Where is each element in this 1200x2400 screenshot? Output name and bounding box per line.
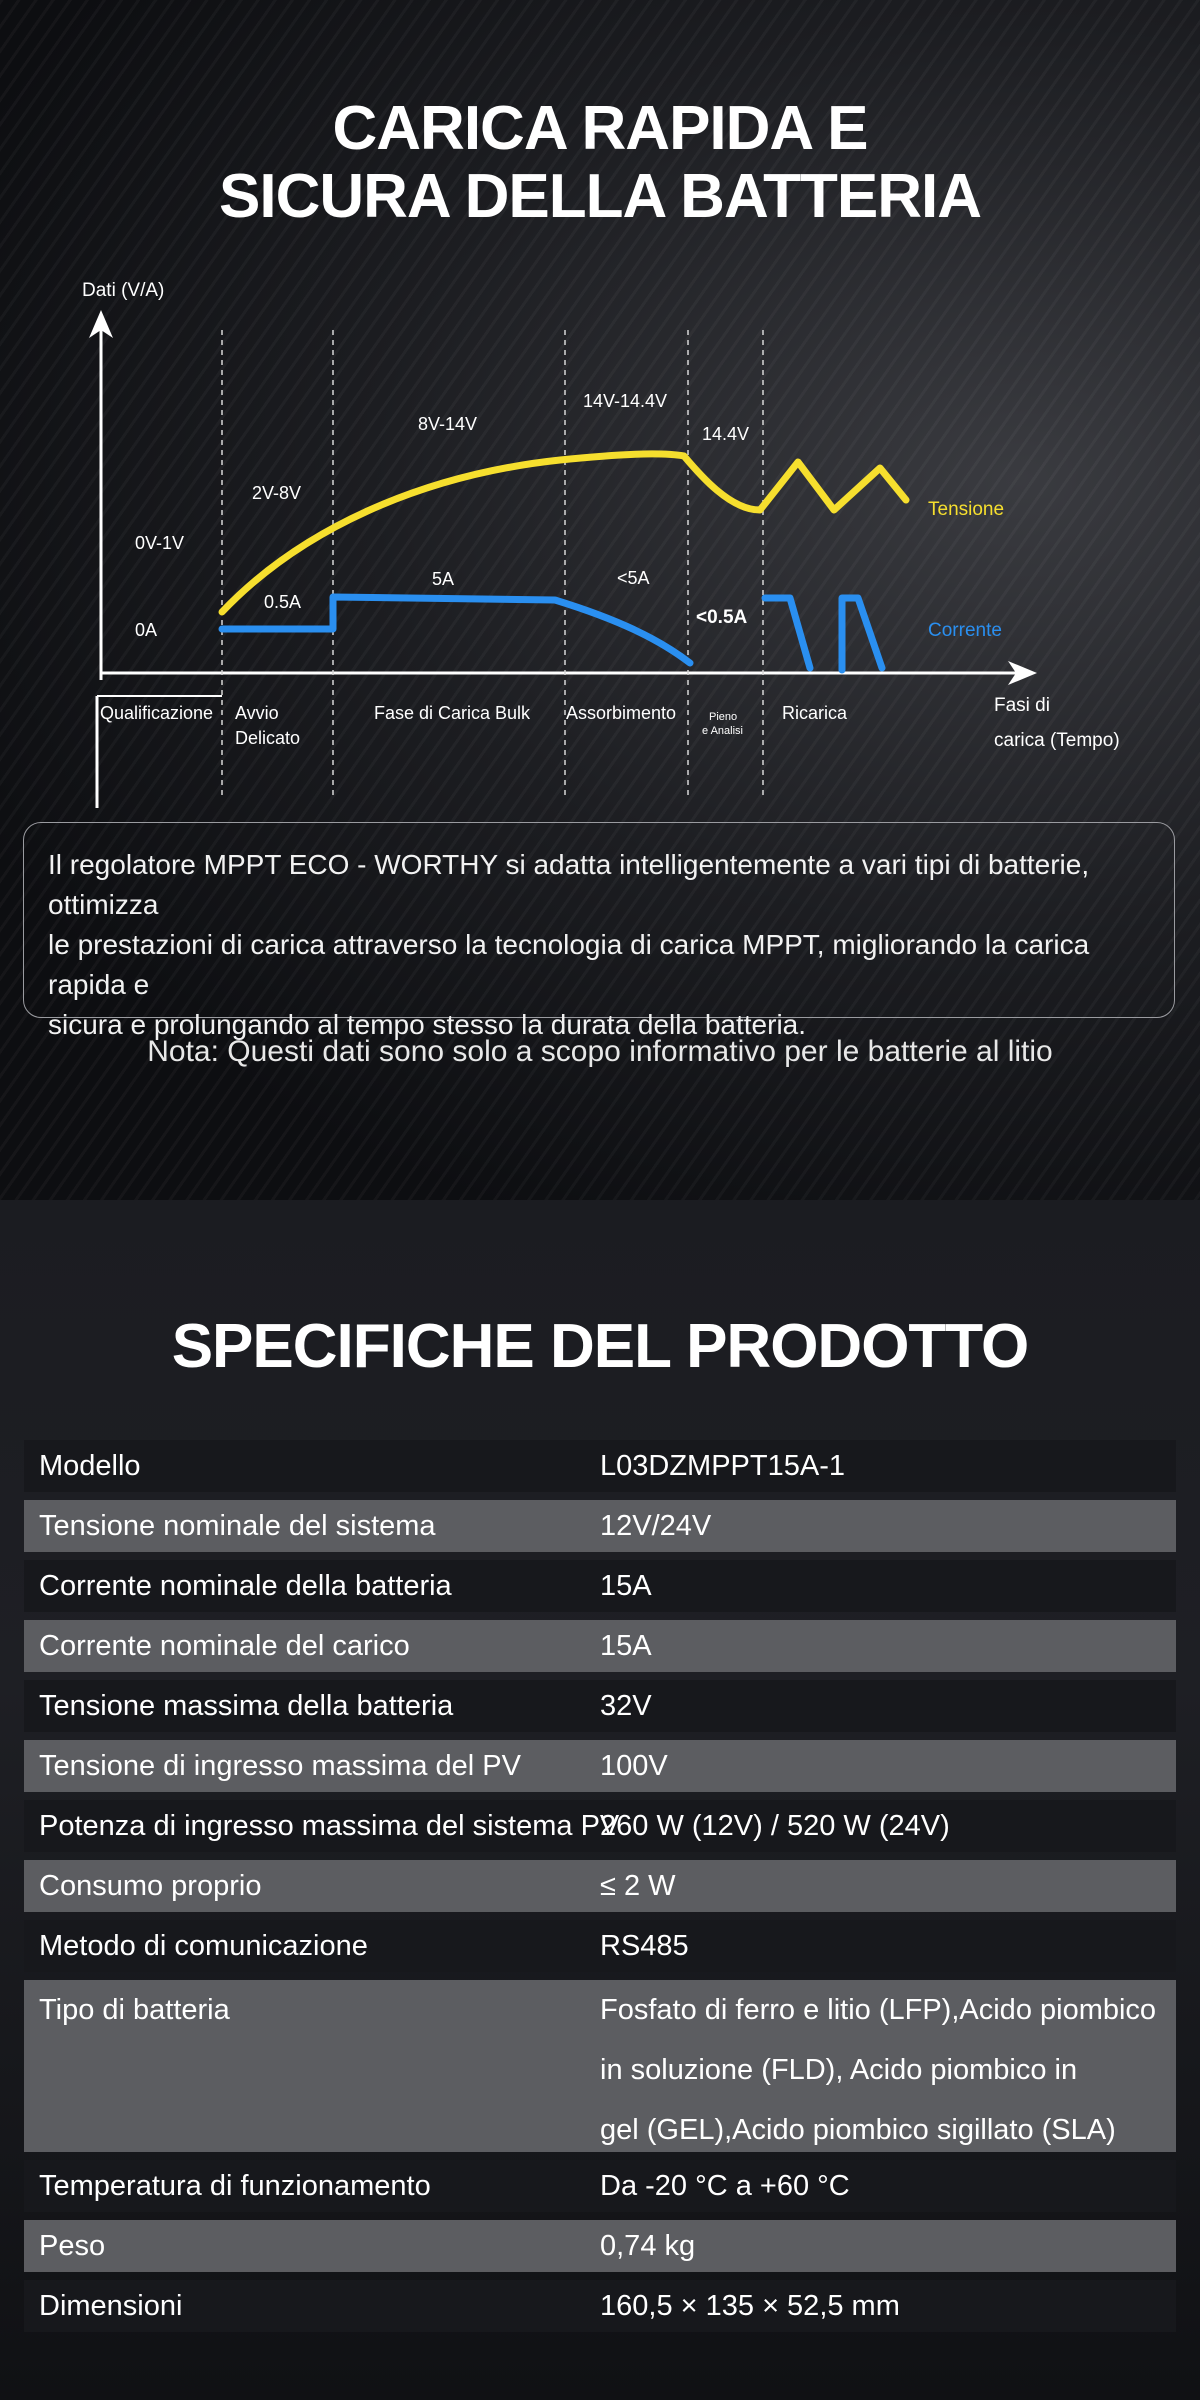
current-label-bulk: 5A	[432, 569, 455, 589]
spec-row-tensione-nominale	[24, 1500, 1176, 1552]
spec-value: 15A	[600, 1630, 652, 1662]
spec-row-temperatura	[24, 2160, 1176, 2212]
stage-label-bulk: Fase di Carica Bulk	[374, 703, 531, 723]
spec-value: RS485	[600, 1930, 689, 1962]
spec-value	[600, 1980, 1176, 2152]
current-label-avvio: 0.5A	[264, 592, 302, 612]
legend-corrente: Corrente	[928, 620, 1002, 641]
voltage-label-assorbimento: 14V-14.4V	[583, 391, 668, 411]
spec-row-modello	[24, 1440, 1176, 1492]
stage-label-assorbimento: Assorbimento	[566, 703, 677, 723]
description-line: sicura e prolungando al tempo stesso la durata della batteria.	[48, 1009, 807, 1040]
stage-label-delicato: Delicato	[235, 728, 301, 748]
x-axis-label-line-2: carica (Tempo)	[994, 730, 1120, 751]
specs-section	[0, 1200, 1200, 2400]
spec-row-tensione-massima	[24, 1680, 1176, 1732]
spec-row-corrente-carico	[24, 1620, 1176, 1672]
spec-label: Metodo di comunicazione	[39, 1930, 368, 1962]
stage-label-qualificazione: Qualificazione	[100, 703, 214, 723]
disclaimer-note: Nota: Questi dati sono solo a scopo informativo per le batterie al litio	[147, 1035, 1053, 1068]
spec-row-corrente-batteria	[24, 1560, 1176, 1612]
voltage-label-qualificazione: 0V-1V	[135, 533, 185, 553]
voltage-label-pieno: 14.4V	[702, 424, 750, 444]
spec-label: Modello	[39, 1450, 141, 1482]
y-axis-label: Dati (V/A)	[82, 280, 165, 301]
spec-row-tensione-pv	[24, 1740, 1176, 1792]
series-line-tensione	[222, 454, 906, 612]
spec-value: 0,74 kg	[600, 2230, 696, 2262]
spec-label: Corrente nominale del carico	[39, 1630, 410, 1662]
spec-label: Tipo di batteria	[39, 1994, 230, 2026]
description-line: Il regolatore MPPT ECO - WORTHY si adatta intelligentemente a vari tipi di batterie, ottimizza	[48, 849, 1090, 920]
spec-value: 32V	[600, 1690, 652, 1722]
spec-value: L03DZMPPT15A-1	[600, 1450, 845, 1482]
spec-value-line: gel (GEL),Acido piombico sigillato (SLA)	[600, 2114, 1116, 2146]
title-line-1: CARICA RAPIDA E	[332, 94, 868, 163]
spec-label: Consumo proprio	[39, 1870, 262, 1902]
spec-value: 12V/24V	[600, 1510, 712, 1542]
spec-row-comunicazione	[24, 1920, 1176, 1972]
spec-value: 100V	[600, 1750, 668, 1782]
charging-stages-chart	[0, 260, 1200, 820]
current-label-pieno: <0.5A	[696, 607, 748, 628]
charging-title	[0, 95, 1200, 231]
stage-label-analisi: e Analisi	[702, 725, 743, 737]
spec-value: Da -20 °C a +60 °C	[600, 2170, 850, 2202]
description-line: le prestazioni di carica attraverso la tecnologia di carica MPPT, migliorando la carica rapida e	[48, 929, 1090, 1000]
voltage-label-bulk: 8V-14V	[418, 414, 478, 434]
description-box	[23, 822, 1175, 1040]
stage-label-avvio: Avvio	[235, 703, 279, 723]
spec-value: 260 W (12V) / 520 W (24V)	[600, 1810, 950, 1842]
current-label-assorbimento: <5A	[617, 568, 650, 588]
spec-row-peso	[24, 2220, 1176, 2272]
spec-value-line: in soluzione (FLD), Acido piombico in	[600, 2054, 1078, 2086]
specs-title: SPECIFICHE DEL PRODOTTO	[171, 1312, 1029, 1381]
voltage-label-avvio: 2V-8V	[252, 483, 302, 503]
legend-tensione: Tensione	[928, 499, 1005, 520]
spec-value: 15A	[600, 1570, 652, 1602]
title-line-2: SICURA DELLA BATTERIA	[219, 162, 981, 231]
spec-label: Temperatura di funzionamento	[39, 2170, 431, 2202]
spec-row-dimensioni	[24, 2280, 1176, 2332]
spec-value-line: Fosfato di ferro e litio (LFP),Acido piombico	[600, 1994, 1157, 2026]
spec-label: Corrente nominale della batteria	[39, 1570, 452, 1602]
spec-row-consumo	[24, 1860, 1176, 1912]
spec-value: 160,5 × 135 × 52,5 mm	[600, 2290, 900, 2322]
spec-label: Tensione nominale del sistema	[39, 1510, 436, 1542]
x-axis-label-line-1: Fasi di	[994, 695, 1050, 716]
spec-label: Potenza di ingresso massima del sistema PV	[39, 1810, 620, 1842]
spec-label: Dimensioni	[39, 2290, 183, 2322]
spec-row-potenza-pv	[24, 1800, 1176, 1852]
stage-label-ricarica: Ricarica	[782, 703, 848, 723]
spec-value: ≤ 2 W	[600, 1870, 676, 1902]
current-label-qualificazione: 0A	[135, 620, 158, 640]
spec-label: Tensione di ingresso massima del PV	[39, 1750, 521, 1782]
stage-label-pieno: Pieno	[709, 711, 738, 723]
specs-table	[24, 1440, 1176, 2340]
series-line-corrente-ricarica	[765, 598, 882, 670]
spec-row-tipo-batteria	[24, 1980, 1176, 2152]
spec-label: Peso	[39, 2230, 106, 2262]
spec-label: Tensione massima della batteria	[39, 1690, 454, 1722]
